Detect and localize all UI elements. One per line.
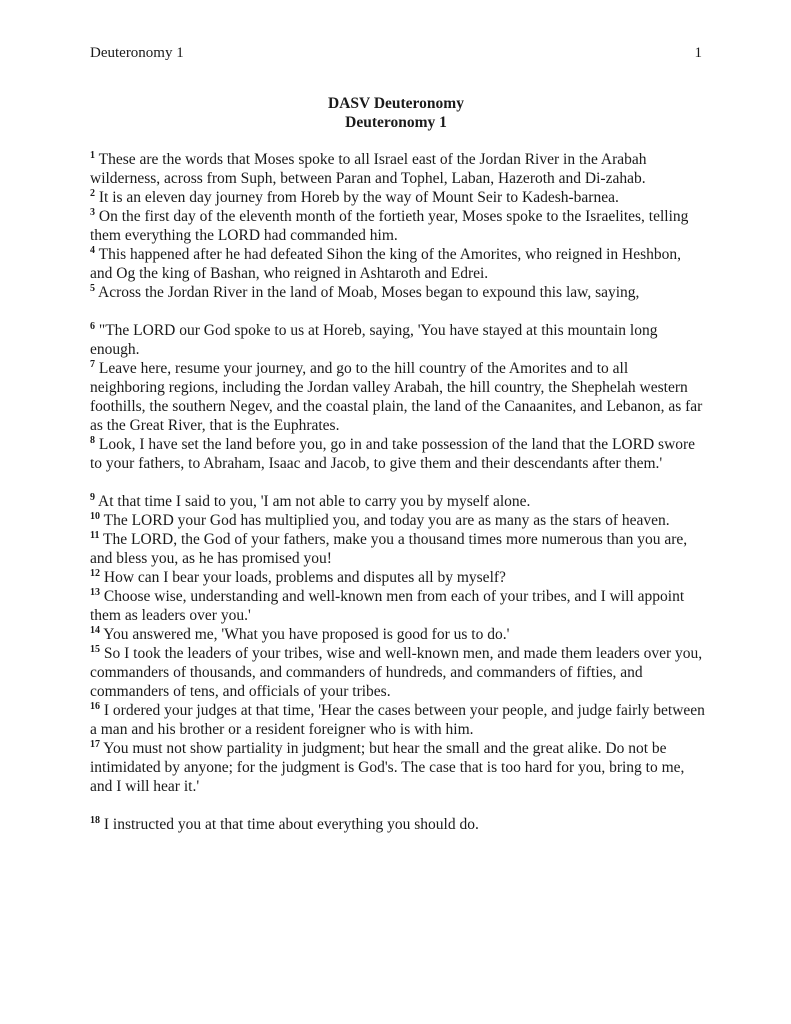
- verse-section: [90, 321, 705, 473]
- document-title-block: [90, 94, 702, 132]
- verse-text: The LORD, the God of your fathers, make you a thousand times more numerous than you are, and bless you, as he has promised you!: [90, 531, 688, 567]
- verse-sections: [90, 150, 705, 853]
- verse-number: 6: [90, 320, 95, 332]
- verse-text: You must not show partiality in judgment; but hear the small and the great alike. Do not be intimidated by anyone; for the judgment is God's. The case that is too hard for you, bring to me, and I will hear it.': [90, 740, 685, 795]
- verse-text: On the first day of the eleventh month of the fortieth year, Moses spoke to the Israelites, telling them everything the LORD had commanded him.: [90, 208, 689, 244]
- verse-number: 10: [90, 510, 100, 522]
- verse-text: "The LORD our God spoke to us at Horeb, saying, 'You have stayed at this mountain long enough.: [90, 322, 658, 358]
- verse: [90, 492, 705, 511]
- verse-number: 16: [90, 700, 100, 712]
- verse: [90, 568, 705, 587]
- verse: [90, 815, 705, 834]
- verse: [90, 625, 705, 644]
- verse-text: At that time I said to you, 'I am not able to carry you by myself alone.: [95, 493, 531, 510]
- page-number: 1: [694, 45, 702, 61]
- verse: [90, 530, 705, 568]
- verse: [90, 587, 705, 625]
- document-title: DASV Deuteronomy: [328, 95, 464, 112]
- verse-number: 13: [90, 586, 100, 598]
- verse-text: These are the words that Moses spoke to all Israel east of the Jordan River in the Arabah wilderness, across from Suph, between Paran and Tophel, Laban, Hazeroth and Di-zahab.: [90, 151, 647, 187]
- verse: [90, 644, 705, 701]
- verse: [90, 359, 705, 435]
- verse-number: 12: [90, 567, 100, 579]
- verse: [90, 511, 705, 530]
- verse-number: 1: [90, 149, 95, 161]
- document-subtitle: Deuteronomy 1: [345, 114, 447, 131]
- verse: [90, 435, 705, 473]
- verse-number: 17: [90, 738, 100, 750]
- verse-text: You answered me, 'What you have proposed is good for us to do.': [100, 626, 510, 643]
- verse-section: [90, 150, 705, 302]
- verse-number: 9: [90, 491, 95, 503]
- verse-text: The LORD your God has multiplied you, and today you are as many as the stars of heaven.: [100, 512, 670, 529]
- verse-text: I instructed you at that time about everything you should do.: [100, 816, 479, 833]
- verse: [90, 150, 705, 188]
- verse-text: Choose wise, understanding and well-known men from each of your tribes, and I will appoint them as leaders over you.': [90, 588, 685, 624]
- verse-number: 3: [90, 206, 95, 218]
- verse-number: 11: [90, 529, 100, 541]
- verse-text: Leave here, resume your journey, and go to the hill country of the Amorites and to all neighboring regions, including the Jordan valley Arabah, the hill country, the Shephelah western foothills, the southern Negev, and the coastal plain, the land of the Canaanites, and Lebanon, as far as the Great River, that is the Euphrates.: [90, 360, 703, 434]
- verse-section: [90, 492, 705, 796]
- verse-number: 2: [90, 187, 95, 199]
- running-header-title: Deuteronomy 1: [90, 45, 184, 61]
- verse-section: [90, 815, 705, 834]
- verse-text: I ordered your judges at that time, 'Hear the cases between your people, and judge fairly between a man and his brother or a resident foreigner who is with him.: [90, 702, 705, 738]
- verse: [90, 188, 705, 207]
- verse-text: It is an eleven day journey from Horeb by the way of Mount Seir to Kadesh-barnea.: [95, 189, 619, 206]
- verse-number: 14: [90, 624, 100, 636]
- verse-number: 7: [90, 358, 95, 370]
- page-header: [90, 44, 702, 62]
- verse-number: 8: [90, 434, 95, 446]
- verse-text: This happened after he had defeated Sihon the king of the Amorites, who reigned in Heshbon, and Og the king of Bashan, who reigned in Ashtaroth and Edrei.: [90, 246, 681, 282]
- verse: [90, 739, 705, 796]
- verse-number: 4: [90, 244, 95, 256]
- verse: [90, 321, 705, 359]
- verse: [90, 701, 705, 739]
- verse: [90, 283, 705, 302]
- verse-number: 15: [90, 643, 100, 655]
- verse-text: How can I bear your loads, problems and disputes all by myself?: [100, 569, 506, 586]
- verse-text: Across the Jordan River in the land of Moab, Moses began to expound this law, saying,: [95, 284, 640, 301]
- verse-number: 5: [90, 282, 95, 294]
- verse: [90, 207, 705, 245]
- verse-number: 18: [90, 814, 100, 826]
- verse-text: Look, I have set the land before you, go in and take possession of the land that the LORD swore to your fathers, to Abraham, Isaac and Jacob, to give them and their descendants after them.': [90, 436, 696, 472]
- verse: [90, 245, 705, 283]
- verse-text: So I took the leaders of your tribes, wise and well-known men, and made them leaders over you, commanders of thousands, and commanders of hundreds, and commanders of fifties, and commanders of tens, and officials of your tribes.: [90, 645, 703, 700]
